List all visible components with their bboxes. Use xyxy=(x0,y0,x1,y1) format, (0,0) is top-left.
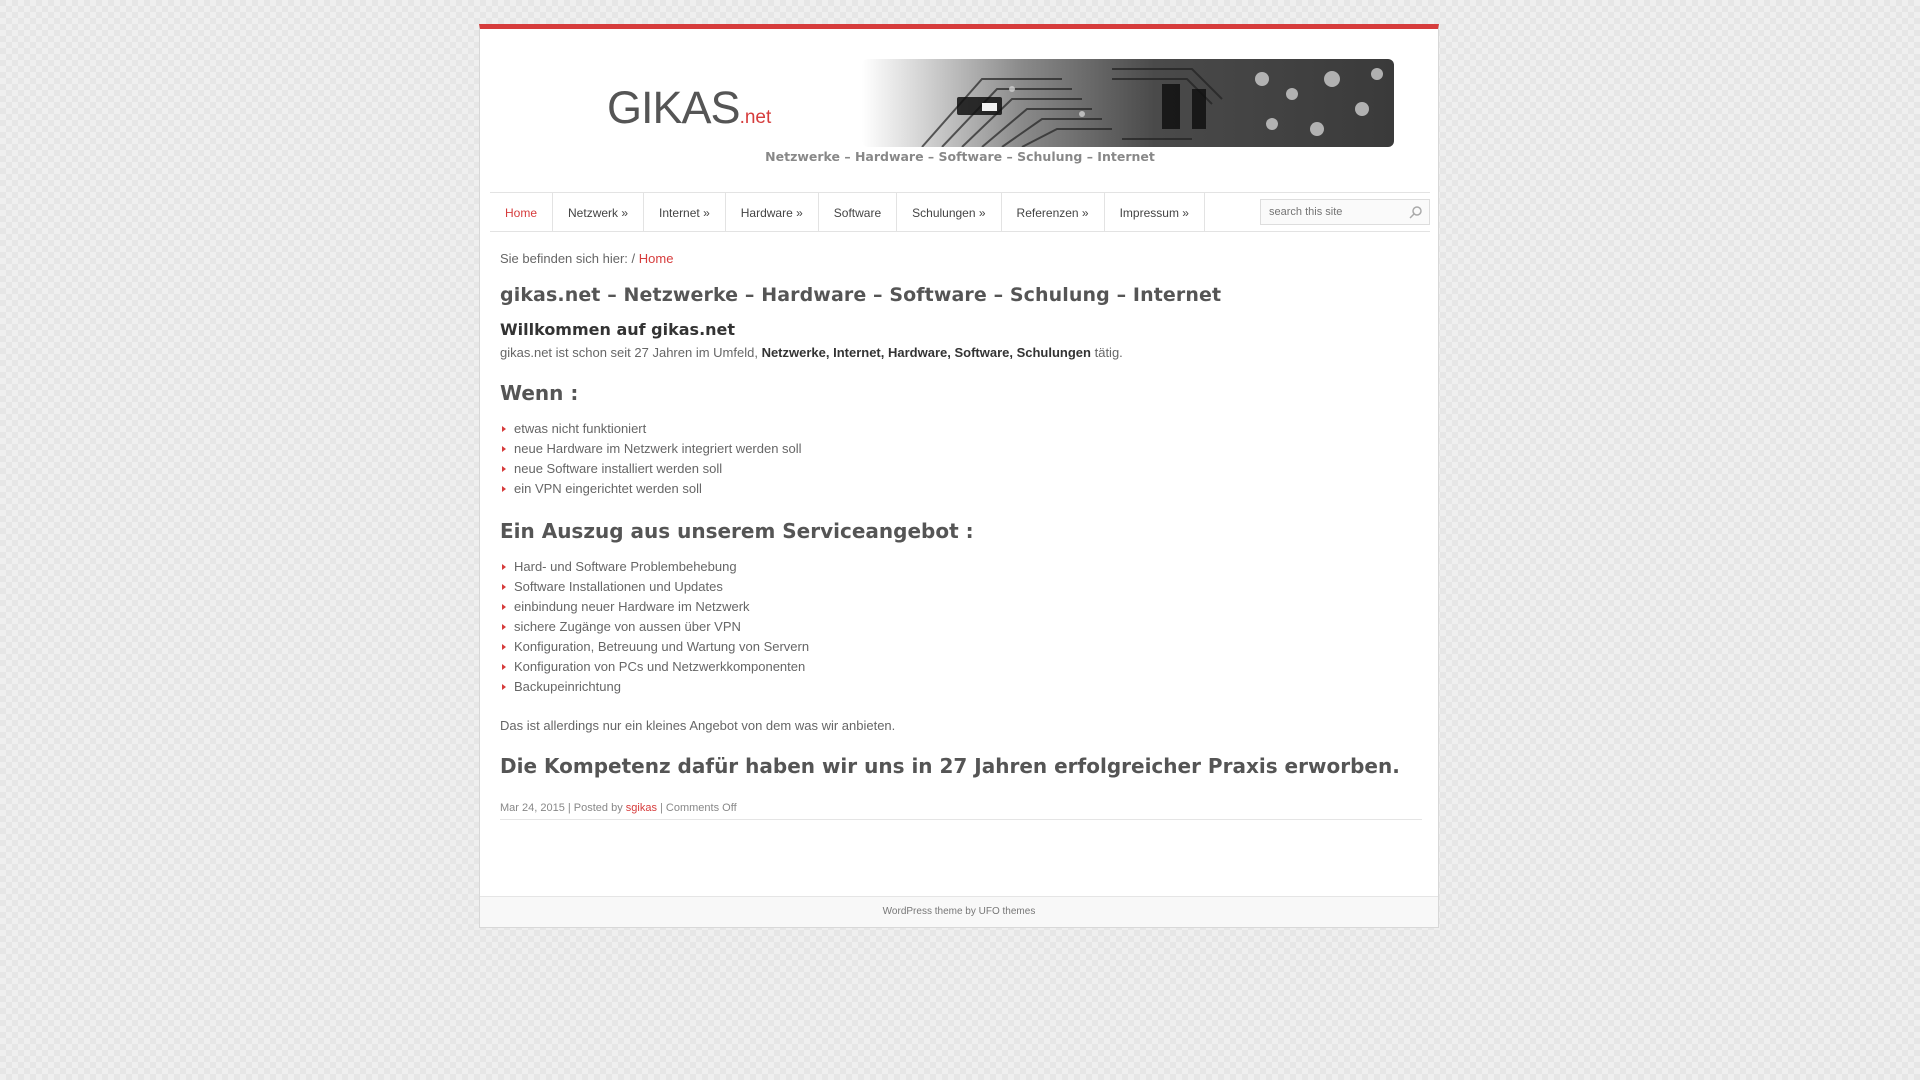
nav-item-netzwerk[interactable]: Netzwerk » xyxy=(553,193,644,231)
comments-status: | Comments Off xyxy=(656,802,737,814)
main-navigation xyxy=(490,192,1430,232)
list-item-text: Hard- und Software Problembehebung xyxy=(514,559,737,574)
site-header xyxy=(480,29,1438,190)
list-item-text: neue Software installiert werden soll xyxy=(514,461,723,476)
breadcrumb-prefix: Sie befinden sich hier: / xyxy=(500,251,639,266)
list-item-text: sichere Zugänge von aussen über VPN xyxy=(514,619,741,634)
list-item xyxy=(500,577,1422,597)
bullet-arrow-icon xyxy=(502,684,506,690)
post-date: Mar 24, 2015 | Posted by xyxy=(500,802,626,814)
logo-suffix-text: .net xyxy=(739,107,772,128)
site-logo[interactable] xyxy=(607,82,771,134)
list-item xyxy=(500,637,1422,657)
logo-main-text: GIKAS xyxy=(607,82,740,133)
list-item xyxy=(500,657,1422,677)
site-tagline: Netzwerke – Hardware – Software – Schulung – Internet xyxy=(765,149,1155,164)
footer-credit-link[interactable]: WordPress theme by UFO themes xyxy=(882,906,1036,917)
intro-text: gikas.net ist schon seit 27 Jahren im Umfeld, xyxy=(500,345,762,360)
search-icon[interactable] xyxy=(1409,205,1423,219)
list-item xyxy=(500,459,1422,479)
intro-bold-text: Netzwerke, Internet, Hardware, Software, Schulungen xyxy=(761,345,1091,360)
page-title: gikas.net – Netzwerke – Hardware – Software – Schulung – Internet xyxy=(500,284,1222,306)
breadcrumb xyxy=(500,251,673,266)
list-item xyxy=(500,479,1422,499)
list-item-text: etwas nicht funktioniert xyxy=(514,421,647,436)
wenn-list xyxy=(500,419,1422,499)
search-input[interactable] xyxy=(1261,200,1409,224)
list-item-text: Konfiguration von PCs und Netzwerkkomponenten xyxy=(514,659,806,674)
service-heading: Ein Auszug aus unserem Serviceangebot : xyxy=(500,519,974,543)
bullet-arrow-icon xyxy=(502,564,506,570)
bullet-arrow-icon xyxy=(502,486,506,492)
page-wrapper xyxy=(479,24,1439,928)
post-content xyxy=(500,284,1422,820)
note-paragraph: Das ist allerdings nur ein kleines Angebot von dem was wir anbieten. xyxy=(500,718,896,733)
list-item xyxy=(500,557,1422,577)
list-item xyxy=(500,439,1422,459)
breadcrumb-home-link[interactable]: Home xyxy=(638,251,674,266)
bullet-arrow-icon xyxy=(502,604,506,610)
nav-item-schulungen[interactable]: Schulungen » xyxy=(897,193,1001,231)
welcome-heading: Willkommen auf gikas.net xyxy=(500,320,736,339)
list-item-text: einbindung neuer Hardware im Netzwerk xyxy=(514,599,750,614)
list-item-text: neue Hardware im Netzwerk integriert werden soll xyxy=(514,441,802,456)
list-item-text: Backupeinrichtung xyxy=(514,679,621,694)
list-item-text: ein VPN eingerichtet werden soll xyxy=(514,481,702,496)
bullet-arrow-icon xyxy=(502,426,506,432)
nav-item-referenzen[interactable]: Referenzen » xyxy=(1002,193,1105,231)
list-item-text: Konfiguration, Betreuung und Wartung von Servern xyxy=(514,639,810,654)
list-item-text: Software Installationen und Updates xyxy=(514,579,723,594)
intro-paragraph xyxy=(500,344,1422,361)
post-meta xyxy=(500,802,1422,820)
nav-item-internet[interactable]: Internet » xyxy=(644,193,726,231)
closing-heading: Die Kompetenz dafür haben wir uns in 27 Jahren erfolgreicher Praxis erworben. xyxy=(500,754,1400,778)
nav-item-software[interactable]: Software xyxy=(819,193,897,231)
bullet-arrow-icon xyxy=(502,624,506,630)
list-item xyxy=(500,677,1422,697)
circuit-board-image xyxy=(862,59,1394,147)
nav-item-impressum[interactable]: Impressum » xyxy=(1105,193,1205,231)
list-item xyxy=(500,597,1422,617)
service-list xyxy=(500,557,1422,697)
list-item xyxy=(500,617,1422,637)
bullet-arrow-icon xyxy=(502,446,506,452)
bullet-arrow-icon xyxy=(502,644,506,650)
intro-end-text: tätig. xyxy=(1090,345,1123,360)
site-footer xyxy=(480,896,1438,927)
list-item xyxy=(500,419,1422,439)
bullet-arrow-icon xyxy=(502,584,506,590)
nav-item-home[interactable]: Home xyxy=(490,193,553,231)
bullet-arrow-icon xyxy=(502,664,506,670)
wenn-heading: Wenn : xyxy=(500,381,579,405)
search-box xyxy=(1260,199,1430,225)
header-banner-image xyxy=(862,59,1394,147)
nav-item-hardware[interactable]: Hardware » xyxy=(726,193,819,231)
bullet-arrow-icon xyxy=(502,466,506,472)
author-link[interactable]: sgikas xyxy=(625,802,657,814)
